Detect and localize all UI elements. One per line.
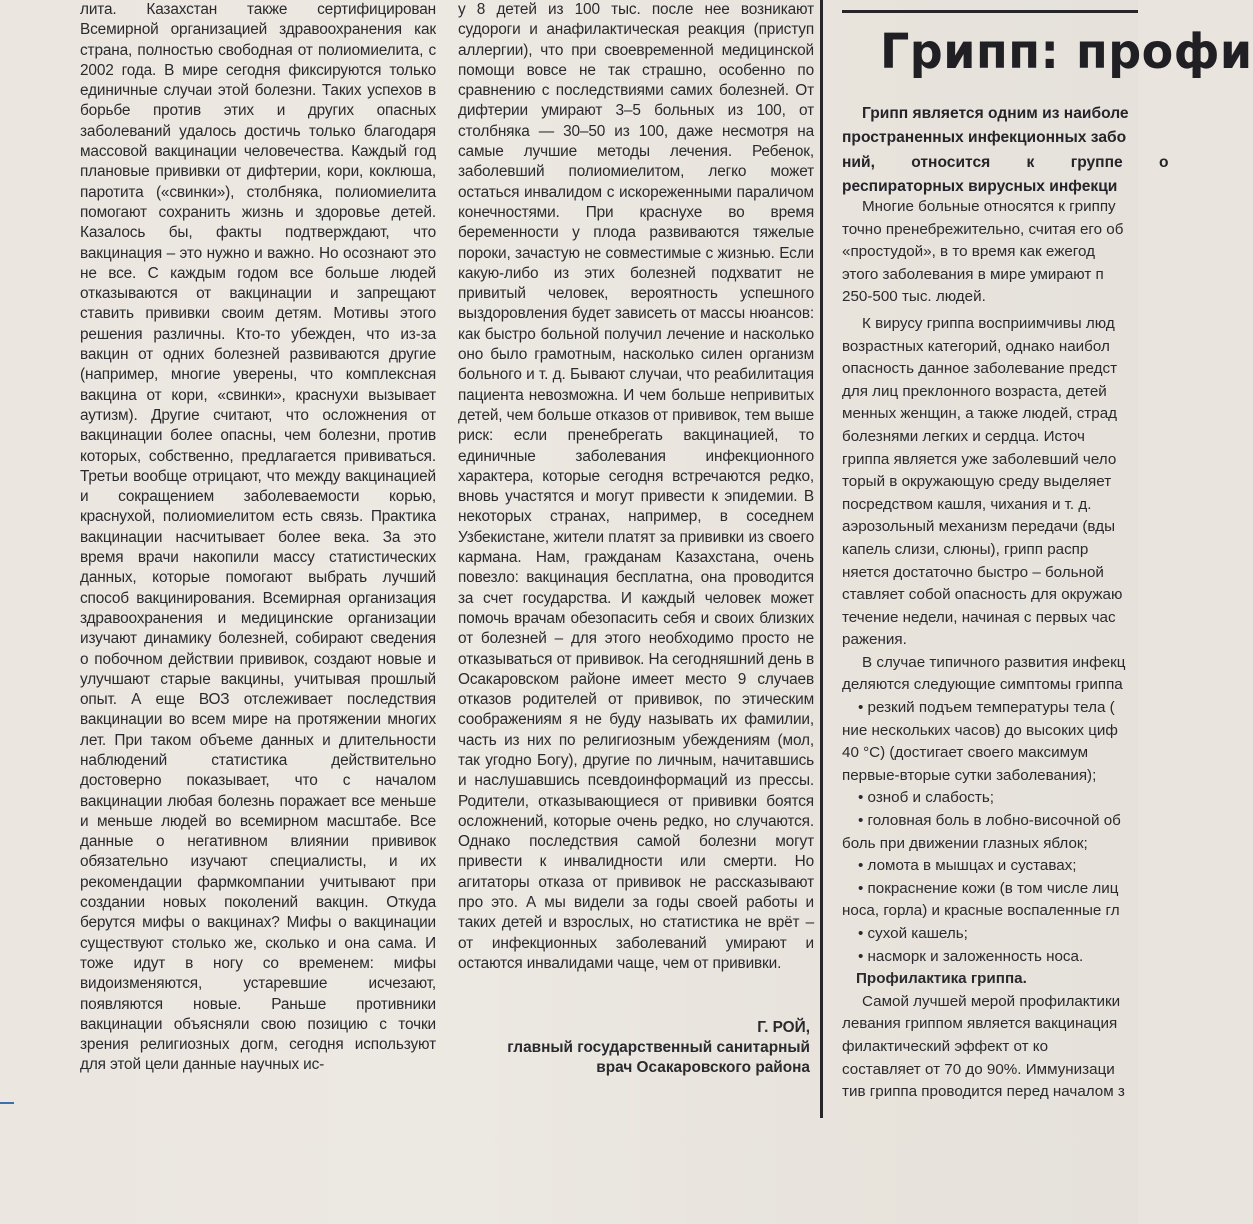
flu-body-line: капель слизи, слюны), грипп распр: [842, 540, 1089, 558]
lead-line: Грипп является одним из наиболе: [862, 105, 1129, 122]
flu-body-line: составляет от 70 до 90%. Иммунизаци: [842, 1060, 1115, 1078]
flu-body-line: посредством кашля, чихания и т. д.: [842, 495, 1092, 513]
flu-body-line: «простудой», в то время как ежегод: [842, 243, 1095, 261]
lead-line: респираторных вирусных инфекци: [842, 178, 1118, 196]
flu-body-line: носа, горла) и красные воспаленные гл: [842, 902, 1120, 920]
flu-body-line: Самой лучшей мерой профилактики: [862, 992, 1121, 1010]
article-column-2: [458, 0, 814, 974]
flu-body-line: гриппа является уже заболевший чело: [842, 450, 1117, 468]
flu-body-line: К вирусу гриппа восприимчивы люд: [862, 314, 1115, 332]
flu-body-line: тив гриппа проводится перед началом з: [842, 1083, 1125, 1101]
flu-body-line: • покраснение кожи (в том числе лиц: [858, 879, 1119, 897]
article-column-1: [80, 0, 436, 1076]
author-name: Г. РОЙ,: [757, 1019, 810, 1036]
flu-subheading: Профилактика гриппа.: [856, 970, 1027, 988]
flu-body-line: • озноб и слабость;: [858, 789, 994, 807]
flu-body-line: ражения.: [842, 631, 907, 649]
flu-body-line: опасность данное заболевание предст: [842, 360, 1118, 378]
flu-body-line: В случае типичного развития инфекц: [862, 653, 1126, 671]
flu-body-line: Многие больные относятся к гриппу: [862, 198, 1116, 215]
lead-line: пространенных инфекционных забо: [842, 129, 1127, 147]
flu-body-line: аэрозольный механизм передачи (вды: [842, 518, 1116, 536]
column-divider: [820, 0, 823, 1118]
flu-body-line: этого заболевания в мире умирают п: [842, 265, 1104, 283]
author-title-line-2: врач Осакаровского района: [596, 1059, 810, 1076]
flu-body-line: менных женщин, а также людей, страд: [842, 405, 1118, 423]
flu-article-body: [842, 196, 1125, 1104]
flu-body-line: • ломота в мышцах и суставах;: [858, 857, 1077, 875]
flu-body-line: 40 °C) (достигает своего максимум: [842, 744, 1089, 762]
flu-body-line: • резкий подъем температуры тела (: [858, 699, 1115, 717]
flu-body-line: ние нескольких часов) до высоких циф: [842, 721, 1118, 739]
flu-body-line: торый в окружающую среду выделяет: [842, 473, 1112, 491]
author-title-line-1: главный государственный санитарный: [507, 1039, 810, 1056]
flu-body-line: возрастных категорий, однако наибол: [842, 337, 1110, 355]
flu-body-line: • насморк и заложенность носа.: [858, 947, 1084, 965]
flu-body-line: няется достаточно быстро – больной: [842, 563, 1104, 581]
flu-body-line: деляются следующие симптомы гриппа: [842, 676, 1123, 694]
flu-body-line: • сухой кашель;: [858, 925, 968, 942]
flu-article-lead: [842, 102, 1169, 200]
flu-body-line: точно пренебрежительно, считая его об: [842, 220, 1124, 238]
flu-body-line: • головная боль в лобно-височной об: [858, 812, 1121, 830]
flu-article-headline: Грипп: профи: [880, 22, 1253, 80]
flu-body-line: боль при движении глазных яблок;: [842, 834, 1088, 852]
article-1-body: лита. Казахстан также сертифицирован Всемирной организацией здравоохранения как страна, полностью свободная от полиомиелита, с 2002 года. В мире сегодня фиксируются только единичные случаи этой болезни. Таких успехов в борьбе против этих и других опасных заболеваний удалось достичь только благодаря массовой вакцинации человечества. Каждый год плановые прививки от дифтерии, кори, коклюша, паротита («свинки»), столбняка, полиомиелита помогают сохранить жизнь и здоровье детей. Казалось бы, факты подтверждают, что вакцинация – это нужно и важно. Но осознают это не все. С каждым годом все больше людей отказываются от вакцинации и запрещают ставить прививки своим детям. Мотивы этого решения различны. Кто-то убежден, что из-за вакцин от одних болезней развиваются другие (например, многие уверены, что комплексная вакцина от кори, «свинки», краснухи вызывает аутизм). Другие считают, что осложнения от вакцинации более опасны, чем болезни, против которых, собственно, предлагается прививаться. Третьи вообще отрицают, что между вакцинацией и сокращением заболеваемости корью, краснухой, полиомиелитом есть связь. Практика вакцинации насчитывает более века. За это время врачи накопили массу статистических данных, которые помогают выбрать лучший способ вакцинирования. Всемирная организация здравоохранения и медицинские организации изучают динамику болезней, собирают сведения о побочном действии прививок, создают новые и улучшают старые вакцины, учитывая прошлый опыт. А еще ВОЗ отслеживает последствия вакцинации во всем мире на протяжении многих лет. При таком объеме данных и длительности наблюдений статистика действительно достоверно показывает, что с началом вакцинации любая болезнь поражает все меньше и меньше людей во всемирном масштабе. Все данные о негативном влиянии прививок обязательно изучают специалисты, и их рекомендации фармкомпании учитывают при создании новых поколений вакцин. Откуда берутся мифы о вакцинах? Мифы о вакцинации существуют столько же, сколько и она сама. И тоже идут в ногу со временем: мифы видоизменяются, устаревшие исчезают, появляются новые. Раньше противники вакцинации объясняли свою позицию с точки зрения религиозных догм, сегодня используют для этой цели данные научных ис-: [80, 1, 436, 1074]
margin-mark: [0, 1102, 14, 1104]
article-2-body: у 8 детей из 100 тыс. после нее возникают судороги и анафилактическая реакция (приступ аллергии), что при своевременной медицинской помощи вовсе не так страшно, особенно по сравнению с последствиями самих болезней. От дифтерии умирают 3–5 больных из 100, от столбняка — 30–50 из 100, даже несмотря на самые лучшие методы лечения. Ребенок, заболевший полиомиелитом, легко может остаться инвалидом с искореженными параличом конечностями. При краснухе во время беременности у плода развиваются тяжелые пороки, зачастую не совместимые с жизнью. Если какую-либо из этих болезней подхватит не привитый человек, вероятность успешного выздоровления будет зависеть от массы нюансов: как быстро больной получил лечение и насколько оно было грамотным, насколько силен организм больного и т. д. Бывают случаи, что реабилитация пациента невозможна. И чем больше непривитых детей, чем больше отказов от прививок, тем выше риск: если пренебрегать вакцинацией, то единичные заболевания инфекционного характера, которые сегодня встречаются редко, вновь участятся и могут привести к эпидемии. В некоторых странах, например, в соседнем Узбекистане, жители платят за прививки из своего кармана. Нам, гражданам Казахстана, очень повезло: вакцинация бесплатна, она проводится за счет государства. И каждый человек может помочь врачам обезопасить себя и своих близких от болезней – для этого необходимо просто не отказываться от прививок. На сегодняшний день в Осакаровском районе имеет место 9 случаев отказов родителей от прививок, по этическим соображениям я не буду называть их фамилии, часть из них по религиозным убеждениям (мол, так угодно Богу), другие по личным, начитавшись и наслушавшись псевдоинформаций из прессы. Родители, отказывающиеся от прививки боятся осложнений, которые очень редко, но случаются. Однако последствия самой болезни могут привести к инвалидности или смерти. Но агитаторы отказа от прививок не рассказывают про это. А мы видели за годы своей работы и таких детей и взрослых, но статистика не врёт – от инфекционных заболеваний умирают и остаются инвалидами чаще, чем от прививки.: [458, 1, 814, 972]
author-signature: [458, 1018, 810, 1078]
headline-rule: [842, 10, 1138, 13]
flu-body-line: филактический эффект от ко: [842, 1037, 1049, 1055]
flu-body-line: болезнями легких и сердца. Источ: [842, 427, 1085, 445]
flu-body-line: 250-500 тыс. людей.: [842, 288, 986, 306]
flu-body-line: ставляет собой опасность для окружаю: [842, 586, 1123, 604]
lead-line: ний, относится к группе о: [842, 153, 1169, 171]
flu-body-line: левания гриппом является вакцинация: [842, 1015, 1118, 1033]
flu-body-line: для лиц преклонного возраста, детей: [842, 382, 1107, 400]
flu-body-line: течение недели, начиная с первых час: [842, 608, 1116, 626]
flu-body-line: первые-вторые сутки заболевания);: [842, 766, 1097, 784]
